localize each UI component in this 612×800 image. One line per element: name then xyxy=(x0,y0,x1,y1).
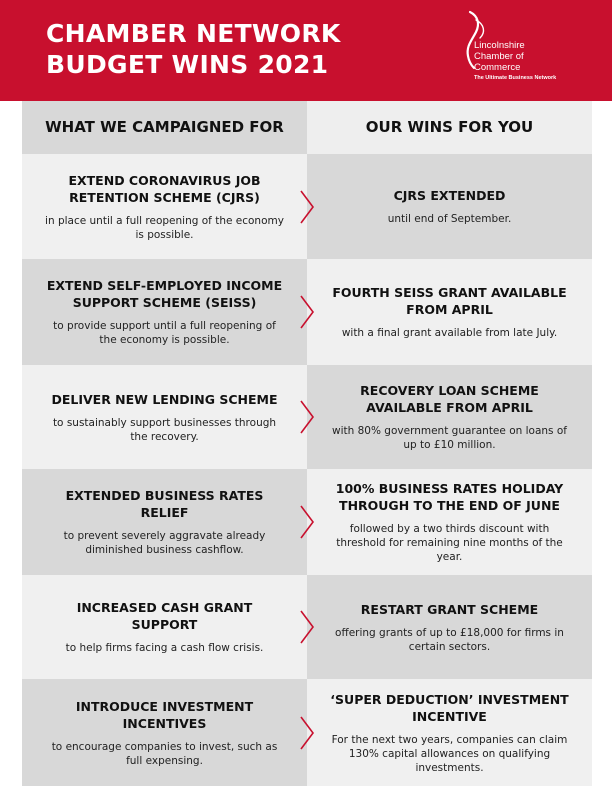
chevron-right-icon xyxy=(299,715,315,751)
win-text: with 80% government guarantee on loans of up to £10 million. xyxy=(332,425,567,451)
win-cell xyxy=(307,575,592,679)
campaign-title: EXTEND SELF-EMPLOYED INCOME SUPPORT SCHEME (SEISS) xyxy=(46,278,283,310)
campaign-cell xyxy=(22,259,307,365)
table-row xyxy=(22,679,592,786)
win-text: followed by a two thirds discount with threshold for remaining nine months of the year. xyxy=(336,523,563,563)
campaign-title: DELIVER NEW LENDING SCHEME xyxy=(51,391,278,407)
campaign-cell xyxy=(22,575,307,679)
table-row xyxy=(22,365,592,469)
logo-line-1: Lincolnshire xyxy=(474,40,525,51)
win-cell xyxy=(307,679,592,786)
campaign-text: to help firms facing a cash flow crisis. xyxy=(65,642,264,654)
win-title: 100% BUSINESS RATES HOLIDAY THROUGH TO THE END OF JUNE xyxy=(335,481,564,513)
campaign-cell xyxy=(22,365,307,469)
column-header-wins: OUR WINS FOR YOU xyxy=(307,101,592,154)
win-title: FOURTH SEISS GRANT AVAILABLE FROM APRIL xyxy=(332,285,567,317)
campaign-text: to provide support until a full reopening of the economy is possible. xyxy=(53,320,276,346)
chevron-right-icon xyxy=(299,294,315,330)
page-title-line-2: BUDGET WINS 2021 xyxy=(46,50,329,79)
campaign-text: to prevent severely aggravate already diminished business cashflow. xyxy=(63,530,266,556)
campaign-title: EXTENDED BUSINESS RATES RELIEF xyxy=(65,488,264,520)
win-title: ‘SUPER DEDUCTION’ INVESTMENT INCENTIVE xyxy=(330,691,569,724)
table-row xyxy=(22,259,592,365)
page-title-line-1: CHAMBER NETWORK xyxy=(46,19,341,48)
column-header-campaigned: WHAT WE CAMPAIGNED FOR xyxy=(22,101,307,154)
table-row xyxy=(22,154,592,259)
table-row xyxy=(22,469,592,575)
logo-wordmark xyxy=(474,40,525,73)
campaign-text: to sustainably support businesses through the recovery. xyxy=(52,416,277,443)
table-row xyxy=(22,575,592,679)
win-text: until end of September. xyxy=(387,213,512,225)
campaign-text: to encourage companies to invest, such as full expensing. xyxy=(51,740,278,767)
logo-line-2: Chamber of xyxy=(474,51,524,62)
chevron-right-icon xyxy=(299,504,315,540)
chevron-right-icon xyxy=(299,189,315,225)
logo-tagline: The Ultimate Business Network xyxy=(474,75,557,81)
win-text: offering grants of up to £18,000 for firms in certain sectors. xyxy=(335,626,564,653)
win-text: with a final grant available from late July. xyxy=(341,327,558,339)
campaign-title: INCREASED CASH GRANT SUPPORT xyxy=(76,600,253,632)
win-title: RESTART GRANT SCHEME xyxy=(360,601,539,617)
chevron-right-icon xyxy=(299,609,315,645)
win-cell xyxy=(307,365,592,469)
win-cell xyxy=(307,154,592,259)
campaign-cell xyxy=(22,154,307,259)
header-banner xyxy=(0,0,612,101)
page-title xyxy=(46,18,341,80)
campaign-text: in place until a full reopening of the economy is possible. xyxy=(45,214,284,241)
campaign-cell xyxy=(22,469,307,575)
win-text: For the next two years, companies can claim 130% capital allowances on qualifying investments. xyxy=(331,733,568,774)
campaign-title: EXTEND CORONAVIRUS JOB RETENTION SCHEME (CJRS) xyxy=(68,172,261,205)
campaign-cell xyxy=(22,679,307,786)
win-title: CJRS EXTENDED xyxy=(393,188,506,203)
chamber-logo xyxy=(446,10,576,94)
chevron-right-icon xyxy=(299,399,315,435)
win-cell xyxy=(307,469,592,575)
win-cell xyxy=(307,259,592,365)
campaign-title: INTRODUCE INVESTMENT INCENTIVES xyxy=(75,698,254,731)
win-title: RECOVERY LOAN SCHEME AVAILABLE FROM APRIL xyxy=(360,383,539,415)
logo-line-3: Commerce xyxy=(474,62,521,73)
